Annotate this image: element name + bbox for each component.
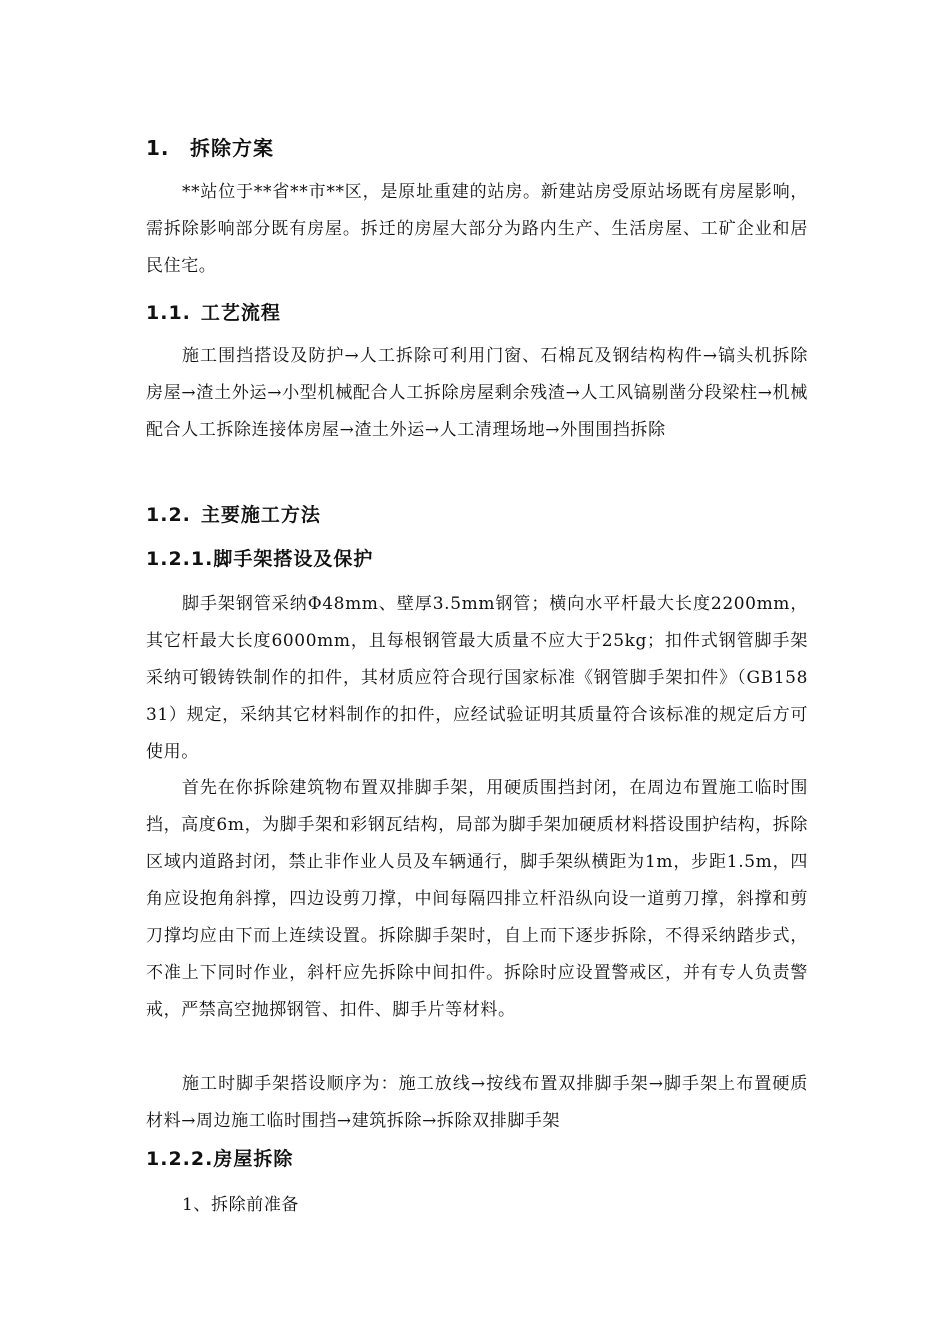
section-1-1-title: 工艺流程 [200,302,281,324]
list-item: 1、拆除前准备 [182,1195,300,1215]
section-1-2-2-heading: 1.2.2.房屋拆除 [146,1148,294,1170]
section-1-2-1-para-1: 脚手架钢管采纳Φ48mm、壁厚3.5mm钢管；横向水平杆最大长度2200mm，其它杆最大长度6000mm，且每根钢管最大质量不应大于25kg；扣件式钢管脚手架采纳可锻铸铁制作的扣件，其材质应符合现行国家标准《钢管脚手架扣件》（GB15831）规定，采纳其它材料制作的扣件，应经试验证明其质量符合该标准的规定后方可使用。 [146,594,808,762]
section-1-2-heading [146,500,808,527]
section-1-2-1-heading: 1.2.1.脚手架搭设及保护 [146,548,374,570]
section-1-heading [146,132,808,161]
section-1-intro: **站位于**省**市**区，是原址重建的站房。新建站房受原站场既有房屋影响，需拆除影响部分既有房屋。拆迁的房屋大部分为路内生产、生活房屋、工矿企业和居民住宅。 [146,182,808,276]
section-1-1-heading [146,298,808,325]
section-1-title: 拆除方案 [190,136,274,160]
section-1-2-number: 1.2. [146,504,191,526]
section-1-2-1-para-2: 首先在你拆除建筑物布置双排脚手架，用硬质围挡封闭，在周边布置施工临时围挡，高度6m，为脚手架和彩钢瓦结构，局部为脚手架加硬质材料搭设围护结构，拆除区域内道路封闭，禁止非作业人员及车辆通行，脚手架纵横距为1m，步距1.5m，四角应设抱角斜撑，四边设剪刀撑，中间每隔四排立杆沿纵向设一道剪刀撑，斜撑和剪刀撑均应由下而上连续设置。拆除脚手架时，自上而下逐步拆除，不得采纳踏步式，不准上下同时作业，斜杆应先拆除中间扣件。拆除时应设置警戒区，并有专人负责警戒，严禁高空抛掷钢管、扣件、脚手片等材料。 [146,778,808,1020]
section-1-1-text: 施工围挡搭设及防护→人工拆除可利用门窗、石棉瓦及钢结构构件→镐头机拆除房屋→渣土外运→小型机械配合人工拆除房屋剩余残渣→人工风镐剔凿分段梁柱→机械配合人工拆除连接体房屋→渣土外运→人工清理场地→外围围挡拆除 [146,346,808,440]
section-1-2-title: 主要施工方法 [200,504,321,526]
section-1-number: 1. [146,136,170,160]
section-1-1-number: 1.1. [146,302,191,324]
section-1-2-1-para-3: 施工时脚手架搭设顺序为：施工放线→按线布置双排脚手架→脚手架上布置硬质材料→周边施工临时围挡→建筑拆除→拆除双排脚手架 [146,1074,808,1131]
